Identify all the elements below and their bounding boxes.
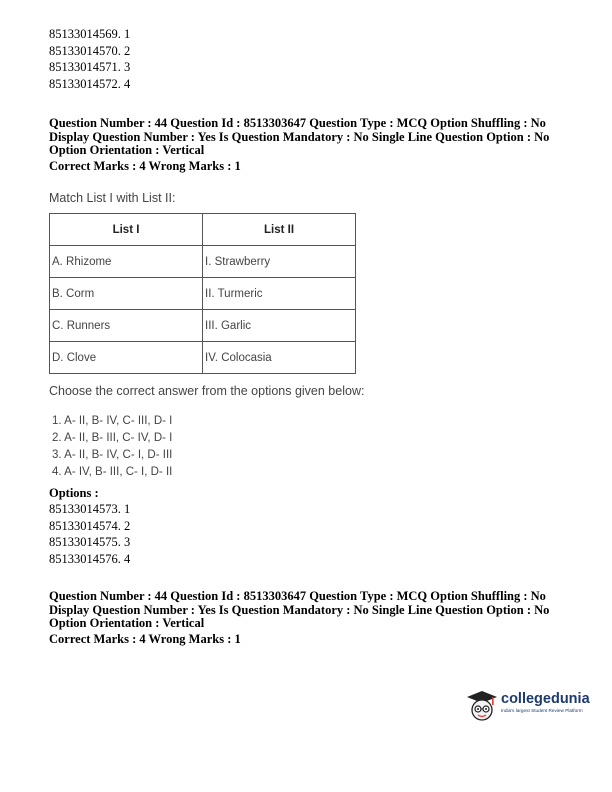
table-row <box>50 246 356 278</box>
table-cell: II. Turmeric <box>203 278 356 310</box>
option-line: 85133014572. 4 <box>49 77 131 91</box>
choose-instruction: Choose the correct answer from the options given below: <box>49 384 365 398</box>
logo-tagline: India's largest Student Review Platform <box>501 708 583 713</box>
graduate-mascot-icon <box>465 689 499 723</box>
table-cell: III. Garlic <box>203 310 356 342</box>
table-cell: IV. Colocasia <box>203 342 356 374</box>
question-prompt: Match List I with List II: <box>49 191 176 205</box>
table-row <box>50 342 356 374</box>
option-line: 85133014574. 2 <box>49 519 131 533</box>
question-marks: Correct Marks : 4 Wrong Marks : 1 <box>49 159 241 173</box>
table-header-row <box>50 214 356 246</box>
question-meta: Question Number : 44 Question Id : 8513303647 Question Type : MCQ Option Shuffling : No Display Question Number : Yes Is Question Mandatory : No Single Line Question Option : No Option Orientation : Vertical <box>49 116 550 157</box>
table-cell: D. Clove <box>50 342 203 374</box>
logo-name: collegedunia <box>501 691 590 707</box>
option-line: 85133014575. 3 <box>49 535 131 549</box>
options-label: Options : <box>49 486 99 500</box>
table-cell: C. Runners <box>50 310 203 342</box>
answer-choice: 3. A- II, B- IV, C- I, D- III <box>52 449 173 461</box>
table-row <box>50 278 356 310</box>
answer-choice: 2. A- II, B- III, C- IV, D- I <box>52 432 173 444</box>
option-line: 85133014570. 2 <box>49 44 131 58</box>
option-line: 85133014571. 3 <box>49 60 131 74</box>
collegedunia-logo <box>465 686 595 726</box>
question-meta: Question Number : 44 Question Id : 8513303647 Question Type : MCQ Option Shuffling : No Display Question Number : Yes Is Question Mandatory : No Single Line Question Option : No Option Orientation : Vertical <box>49 589 550 630</box>
option-line: 85133014573. 1 <box>49 502 131 516</box>
match-table <box>49 213 356 374</box>
answer-choice: 1. A- II, B- IV, C- III, D- I <box>52 415 173 427</box>
table-row <box>50 310 356 342</box>
answer-choices <box>52 413 172 481</box>
answer-choice: 4. A- IV, B- III, C- I, D- II <box>52 466 173 478</box>
table-header: List II <box>203 214 356 246</box>
table-cell: I. Strawberry <box>203 246 356 278</box>
option-line: 85133014569. 1 <box>49 27 131 41</box>
question-marks: Correct Marks : 4 Wrong Marks : 1 <box>49 632 241 646</box>
table-cell: B. Corm <box>50 278 203 310</box>
table-header: List I <box>50 214 203 246</box>
option-line: 85133014576. 4 <box>49 552 131 566</box>
table-cell: A. Rhizome <box>50 246 203 278</box>
